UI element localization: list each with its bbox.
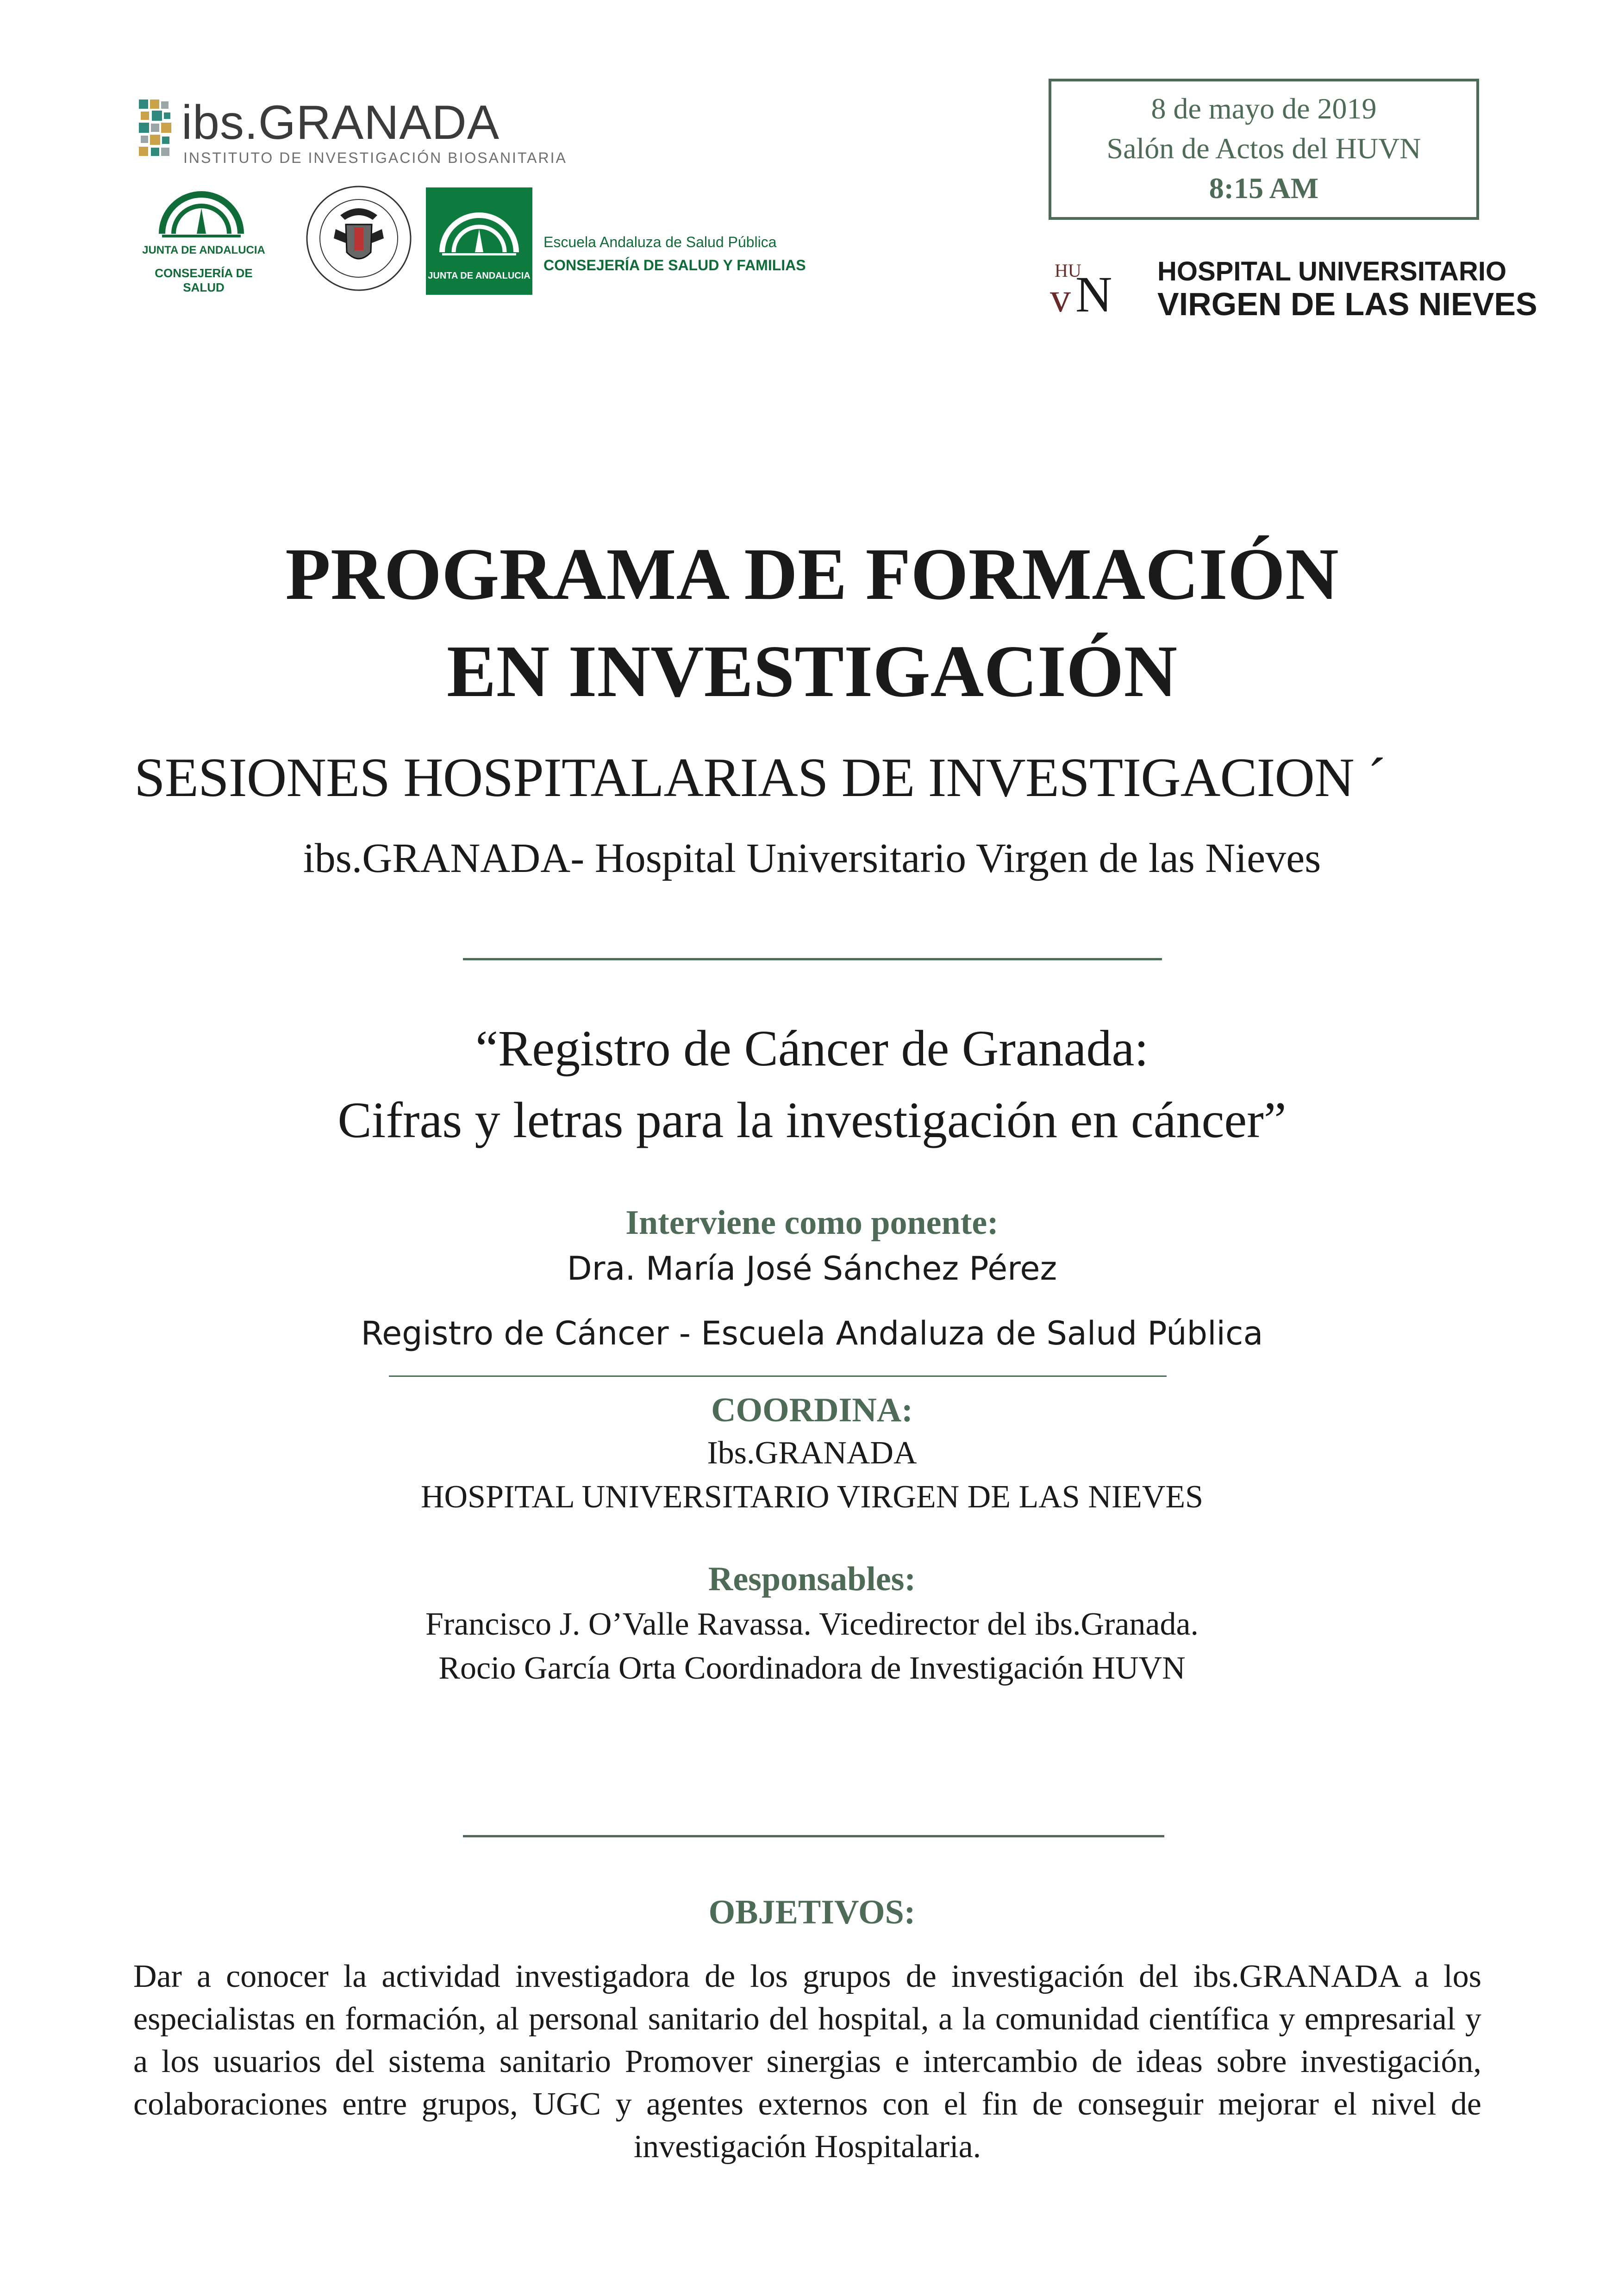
divider bbox=[463, 1835, 1164, 1837]
talk-title-line2: Cifras y letras para la investigación en cáncer” bbox=[337, 1092, 1287, 1148]
page-title-line1: PROGRAMA DE FORMACIÓN bbox=[285, 533, 1339, 615]
junta-logo-line1: JUNTA DE ANDALUCIA bbox=[142, 244, 265, 256]
huvn-logo bbox=[1050, 252, 1537, 322]
coordination-line2: HOSPITAL UNIVERSITARIO VIRGEN DE LAS NIEVES bbox=[420, 1479, 1204, 1515]
huvn-logo-line1: HOSPITAL UNIVERSITARIO bbox=[1157, 256, 1507, 286]
easp-green-box bbox=[426, 187, 532, 295]
huvn-logo-line2: VIRGEN DE LAS NIEVES bbox=[1157, 286, 1537, 322]
responsibles-label: Responsables: bbox=[708, 1560, 916, 1598]
event-date: 8 de mayo de 2019 bbox=[1151, 92, 1377, 125]
junta-logo-line2: CONSEJERÍA DE SALUD bbox=[155, 266, 253, 294]
talk-title-line1: “Registro de Cáncer de Granada: bbox=[475, 1020, 1149, 1076]
ibs-logo-subtitle: INSTITUTO DE INVESTIGACIÓN BIOSANITARIA bbox=[183, 149, 567, 166]
divider bbox=[463, 958, 1162, 960]
responsibles-line2: Rocio García Orta Coordinadora de Investigación HUVN bbox=[438, 1650, 1186, 1686]
event-time: 8:15 AM bbox=[1209, 172, 1319, 205]
speaker-affiliation: Registro de Cáncer - Escuela Andaluza de Salud Pública bbox=[361, 1314, 1263, 1352]
easp-logo bbox=[426, 187, 806, 299]
responsibles-line1: Francisco J. O’Valle Ravassa. Vicedirector del ibs.Granada. bbox=[425, 1606, 1199, 1642]
svg-text:HU: HU bbox=[1055, 260, 1081, 281]
ibs-granada-logo bbox=[139, 95, 567, 169]
coordination-line1: Ibs.GRANADA bbox=[707, 1435, 917, 1471]
easp-logo-line1: Escuela Andaluza de Salud Pública bbox=[543, 234, 777, 250]
event-date-box bbox=[1049, 79, 1479, 220]
ibs-mosaic-icon bbox=[139, 100, 176, 164]
event-venue: Salón de Actos del HUVN bbox=[1106, 132, 1421, 165]
divider bbox=[389, 1375, 1167, 1377]
coordination-label: COORDINA: bbox=[711, 1391, 913, 1429]
svg-text:v: v bbox=[1050, 275, 1071, 316]
easp-box-text: JUNTA DE ANDALUCIA bbox=[428, 271, 531, 281]
svg-text:N: N bbox=[1075, 266, 1112, 316]
junta-arch-icon bbox=[153, 183, 250, 252]
speaker-name: Dra. María José Sánchez Pérez bbox=[567, 1250, 1057, 1288]
page-title-line2: EN INVESTIGACIÓN bbox=[446, 630, 1178, 712]
organizers-line: ibs.GRANADA- Hospital Universitario Virgen de las Nieves bbox=[303, 835, 1321, 881]
huvn-monogram-icon bbox=[1050, 256, 1138, 316]
ibs-logo-name: ibs.GRANADA bbox=[181, 96, 500, 149]
junta-andalucia-logo bbox=[134, 183, 273, 294]
sessions-heading: SESIONES HOSPITALARIAS DE INVESTIGACION ´ bbox=[134, 747, 1386, 808]
university-seal-icon bbox=[303, 183, 414, 294]
easp-logo-line2: CONSEJERÍA DE SALUD Y FAMILIAS bbox=[543, 257, 806, 274]
junta-arch-icon bbox=[426, 187, 532, 271]
speaker-label: Interviene como ponente: bbox=[625, 1204, 999, 1242]
objectives-text: Dar a conocer la actividad investigadora de los grupos de investigación del ibs.GRANADA a los especialistas en formación, al personal sanitario del hospital, a la comunidad científica y empresarial y a los usuarios del sistema sanitario Promover sinergias e intercambio de ideas sobre investigación, colaboraciones entre grupos, UGC y agentes externos con el fin de conseguir mejorar el nivel de investigación Hospitalaria. bbox=[133, 1959, 1481, 2165]
objectives-label: OBJETIVOS: bbox=[708, 1893, 916, 1931]
